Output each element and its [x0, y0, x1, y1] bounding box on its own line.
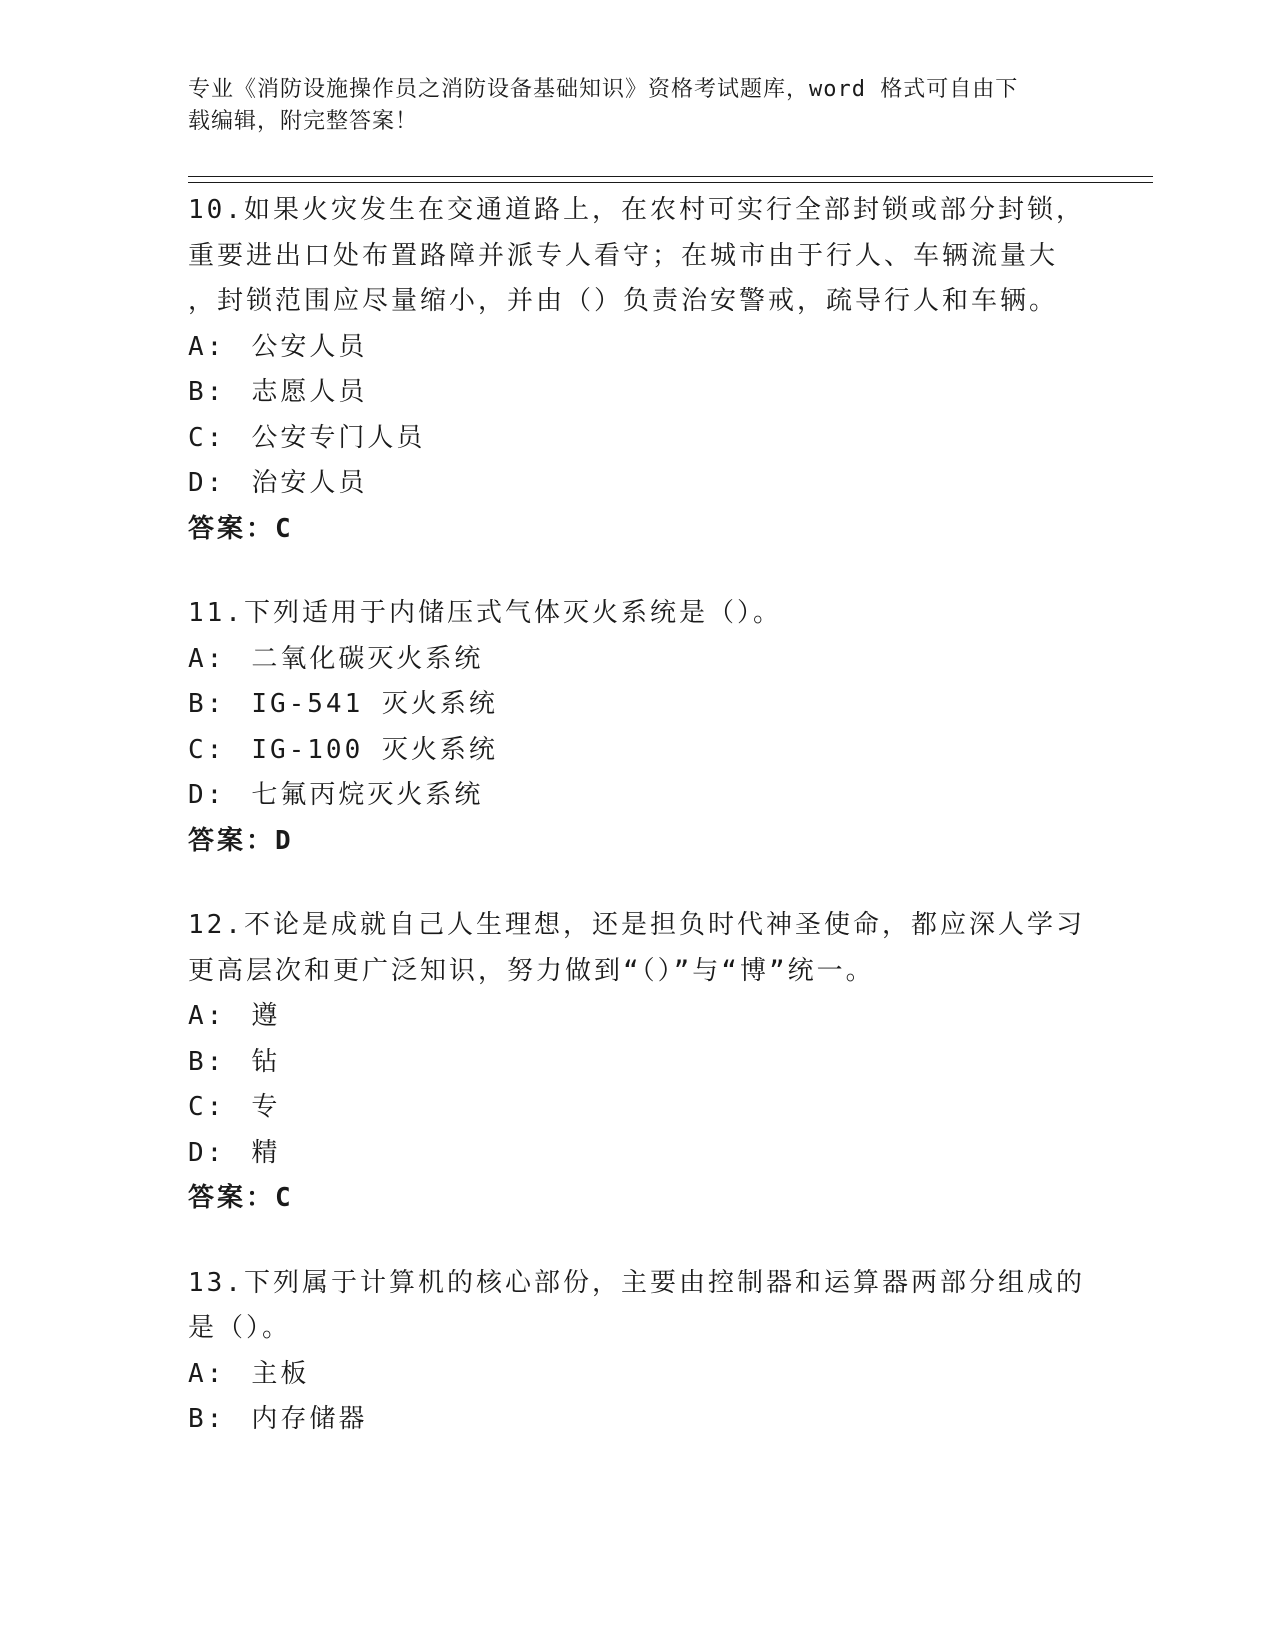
question-line: ，封锁范围应尽量缩小，并由（）负责治安警戒，疏导行人和车辆。 [188, 286, 1059, 316]
option-letter: A: [188, 331, 226, 362]
option-text: 公安专门人员 [251, 422, 426, 453]
question-item [188, 591, 1088, 864]
option-c [188, 416, 1088, 462]
question-line: 10.如果火灾发生在交通道路上，在农村可实行全部封锁或部分封锁， [188, 195, 1085, 225]
question-line: 11.下列适用于内储压式气体灭火系统是（）。 [188, 598, 782, 628]
option-text: 二氧化碳灭火系统 [251, 643, 484, 674]
option-text: 内存储器 [251, 1404, 368, 1434]
option-text: 遵 [251, 1001, 281, 1031]
option-text: 精 [251, 1137, 281, 1168]
option-text: IG-541 灭火系统 [251, 689, 498, 719]
option-letter: C: [188, 734, 226, 765]
question-line: 更高层次和更广泛知识，努力做到“（）”与“博”统一。 [188, 955, 875, 986]
answer-value: D [275, 825, 291, 856]
option-text: 治安人员 [251, 468, 368, 498]
question-item [188, 188, 1088, 552]
question-line: 重要进出口处布置路障并派专人看守；在城市由于行人、车辆流量大 [188, 240, 1059, 271]
option-b [188, 1040, 1088, 1086]
question-line: 是（）。 [188, 1313, 292, 1343]
option-d [188, 1131, 1088, 1177]
answer-line [188, 507, 1088, 553]
answer-label: 答案： [188, 825, 276, 856]
option-letter: A: [188, 1358, 226, 1389]
option-letter: C: [188, 422, 226, 453]
option-b [188, 370, 1088, 416]
option-c [188, 728, 1088, 774]
option-letter: D: [188, 780, 226, 810]
option-text: 主板 [251, 1358, 310, 1389]
option-b [188, 682, 1088, 728]
question-list [188, 188, 1088, 1482]
header-divider-bottom [188, 182, 1153, 183]
document-header [188, 74, 1068, 138]
answer-value: C [275, 1183, 291, 1213]
option-text: 志愿人员 [251, 377, 368, 407]
option-text: 七氟丙烷灭火系统 [251, 780, 484, 810]
option-text: 专 [251, 1092, 281, 1122]
question-item [188, 903, 1088, 1222]
option-a [188, 1352, 1088, 1398]
answer-value: C [275, 513, 291, 544]
question-item [188, 1261, 1088, 1443]
option-letter: A: [188, 643, 226, 674]
option-a [188, 325, 1088, 371]
answer-line [188, 1176, 1088, 1222]
option-d [188, 773, 1088, 819]
option-letter: B: [188, 689, 226, 719]
option-letter: B: [188, 1046, 226, 1077]
option-letter: B: [188, 1404, 226, 1434]
option-text: 公安人员 [251, 331, 368, 362]
option-b [188, 1397, 1088, 1443]
answer-line [188, 819, 1088, 865]
option-letter: D: [188, 468, 226, 498]
answer-label: 答案： [188, 513, 276, 544]
option-text: 钻 [251, 1046, 281, 1077]
question-line: 12.不论是成就自己人生理想，还是担负时代神圣使命，都应深人学习 [188, 910, 1085, 940]
option-letter: A: [188, 1001, 226, 1031]
header-line-1: 专业《消防设施操作员之消防设备基础知识》资格考试题库，word 格式可自由下 [188, 77, 1019, 102]
option-a [188, 637, 1088, 683]
answer-label: 答案： [188, 1183, 276, 1213]
option-d [188, 461, 1088, 507]
header-divider-top [188, 176, 1153, 177]
option-a [188, 994, 1088, 1040]
option-c [188, 1085, 1088, 1131]
option-letter: C: [188, 1092, 226, 1122]
option-letter: D: [188, 1137, 226, 1168]
option-letter: B: [188, 377, 226, 407]
header-line-2: 载编辑，附完整答案！ [188, 109, 419, 134]
question-line: 13.下列属于计算机的核心部份，主要由控制器和运算器两部分组成的 [188, 1267, 1085, 1298]
option-text: IG-100 灭火系统 [251, 734, 498, 765]
